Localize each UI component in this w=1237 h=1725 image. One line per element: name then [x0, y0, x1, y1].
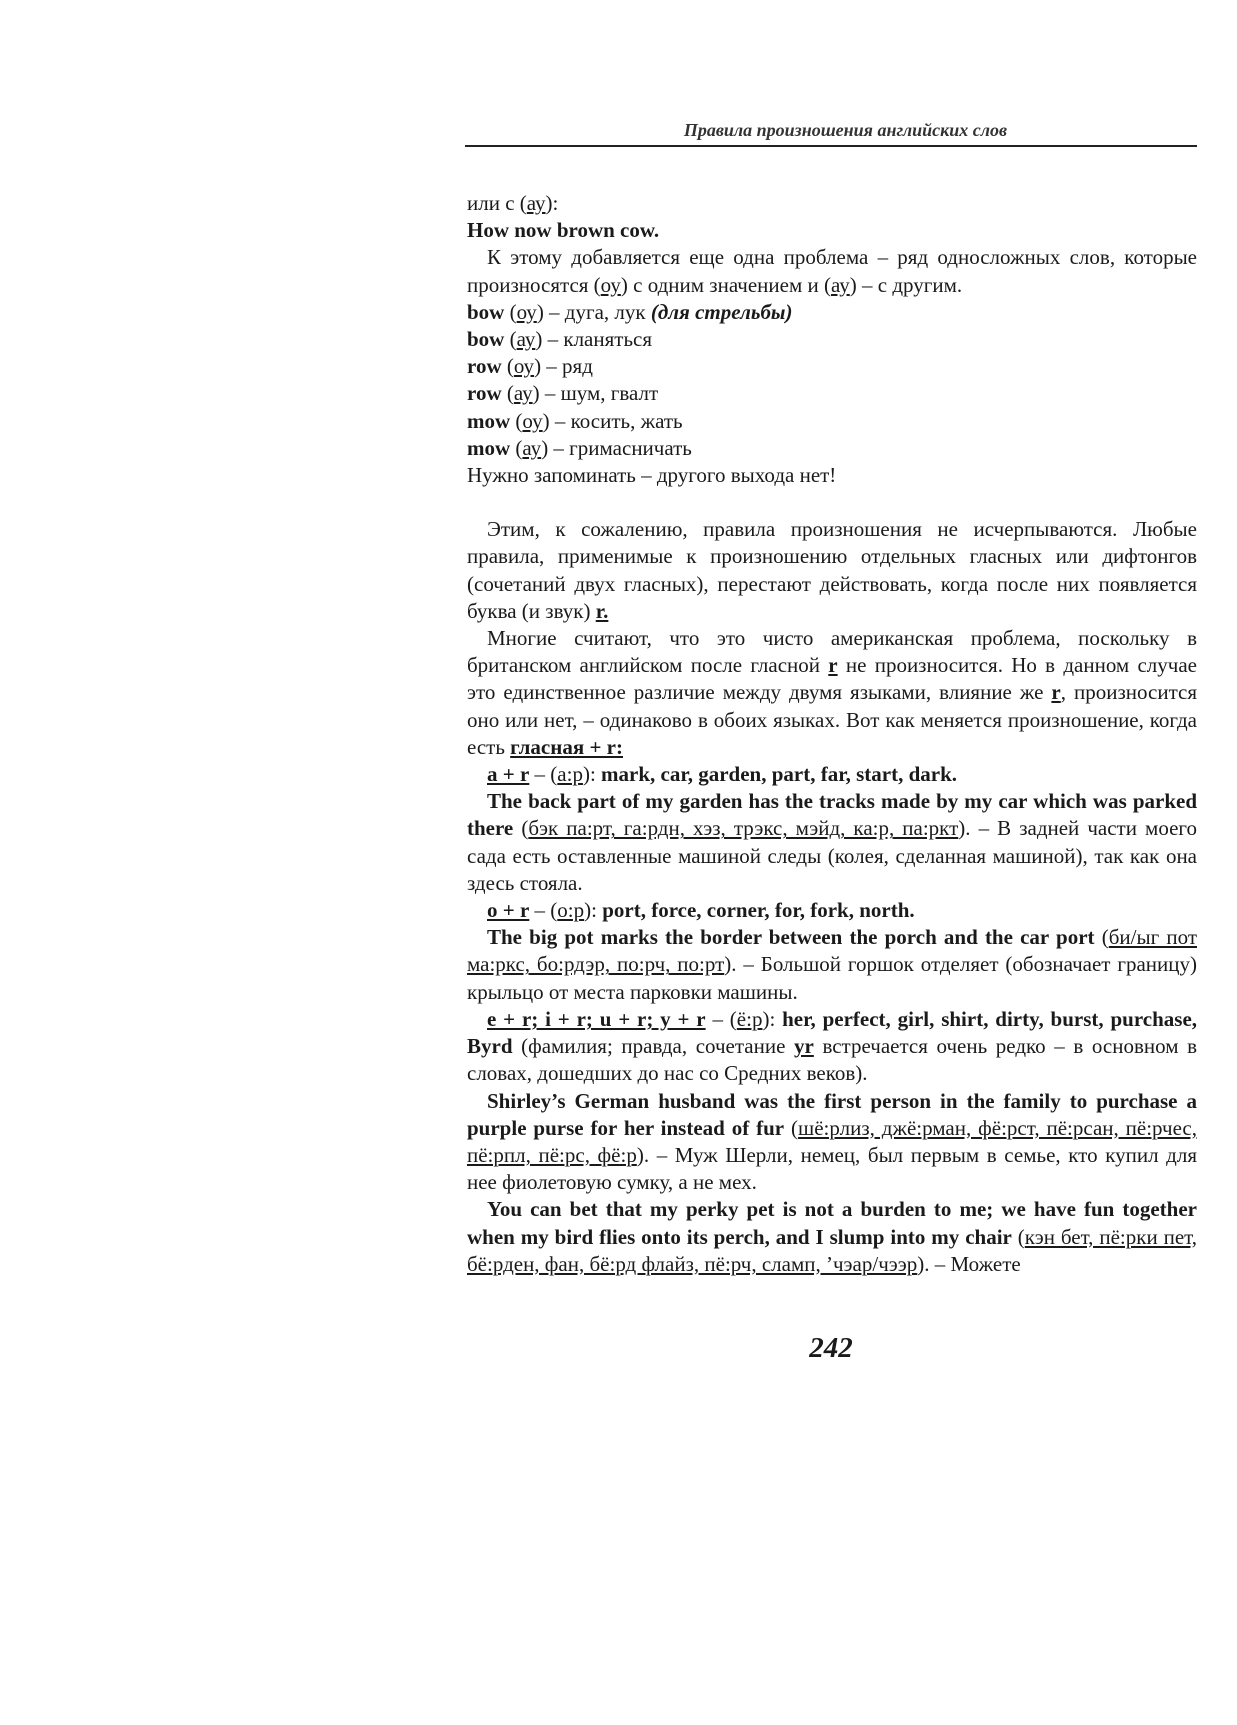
paragraph: или с (ау): [467, 191, 559, 215]
word-entry: bow (ау) – кланяться [467, 327, 653, 352]
example-paragraph: The back part of my garden has the tracks made by my car which was parked there (бэк па:рт, га:рдн, хэз, трэкс, мэйд, ка:р, па:ркт). – В задней части моего сада есть оставленные машиной следы (колея, сделанная машиной), так как она здесь стояла. [467, 789, 1197, 895]
word-entry: bow (оу) – дуга, лук (для стрельбы) [467, 299, 793, 324]
word-entry: mow (оу) – косить, жать [467, 408, 683, 433]
body-text [467, 190, 1197, 1278]
example-paragraph: The big pot marks the border between the porch and the car port (би/ыг пот ма:ркс, бо:рдэр, по:рч, по:рт). – Большой горшок отделяет (обозначает границу) крыльцо от места парковки машины. [467, 925, 1197, 1004]
page-number: 242 [809, 1332, 853, 1364]
paragraph: Многие считают, что это чисто американская проблема, поскольку в британском английском после гласной r не произносится. Но в данном случае это единственное различие между двумя языками, влияние же r, произносится оно или нет, – одинаково в обоих языках. Вот как меняется произношение, когда есть гласная + r: [467, 626, 1197, 759]
word-entry: mow (ау) – гримасничать [467, 435, 692, 460]
paragraph: Нужно запоминать – другого выхода нет! [467, 463, 837, 488]
rule-heading: a + r – (а:р): mark, car, garden, part, far, start, dark. [487, 762, 958, 787]
running-header [465, 120, 1197, 147]
example-sentence: How now brown cow. [467, 218, 660, 243]
rule-heading: e + r; i + r; u + r; y + r – (ё:р): her, perfect, girl, shirt, dirty, burst, purchase, Byrd (фамилия; правда, сочетание yr встречается очень редко – в основном в словах, дошедших до нас со Средних веков). [467, 1006, 1198, 1086]
paragraph: Этим, к сожалению, правила произношения не исчерпываются. Любые правила, применимые к произношению отдельных гласных или дифтонгов (сочетаний двух гласных), перестают действовать, когда после них появляется буква (и звук) r. [467, 517, 1197, 623]
paragraph: К этому добавляется еще одна проблема – ряд односложных слов, которые произносятся (оу) с одним значением и (ау) – с другим. [467, 245, 1197, 297]
example-paragraph: Shirley’s German husband was the first person in the family to purchase a purple purse for her instead of fur (шё:рлиз, джё:рман, фё:рст, пё:рсан, пё:рчес, пё:рпл, пё:рс, фё:р). – Муж Шерли, немец, был первым в семье, кто купил для нее фиолетовую сумку, а не мех. [467, 1088, 1198, 1195]
rule-heading: o + r – (о:р): port, force, corner, for, fork, north. [487, 898, 915, 923]
word-entry: row (оу) – ряд [467, 354, 593, 379]
example-paragraph: You can bet that my perky pet is not a burden to me; we have fun together when my bird flies onto its perch, and I slump into my chair (кэн бет, пё:рки пет, бё:рден, фан, бё:рд флайз, пё:рч, сламп, ’чэар/чээр). – Можете [467, 1197, 1197, 1276]
word-entry: row (ау) – шум, гвалт [467, 381, 659, 406]
header-title: Правила произношения английских слов [683, 120, 1007, 140]
